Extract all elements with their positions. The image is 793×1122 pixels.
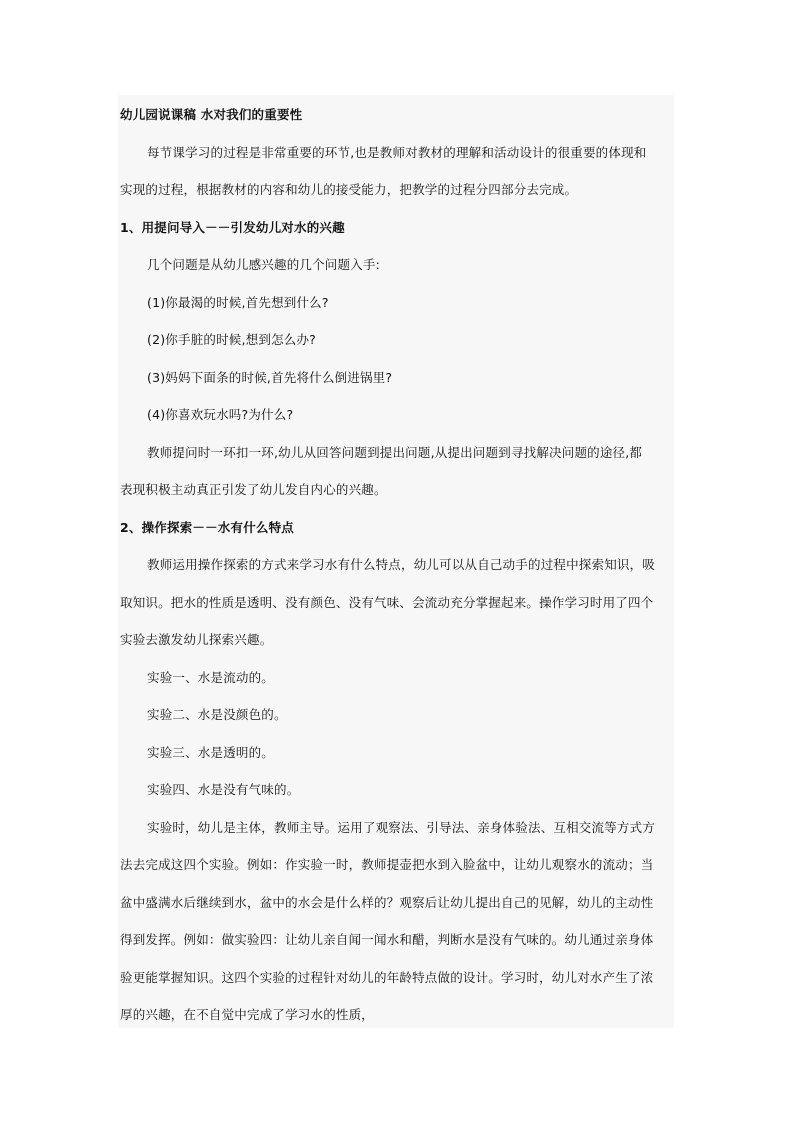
section-2-para-2-line-3: 盆中盛满水后继续到水，盆中的水会是什么样的？观察后让幼儿提出自己的见解，幼儿的主动性: [120, 895, 654, 910]
question-item: (2)你手脏的时候,想到怎么办?: [147, 332, 317, 347]
section-2-para-1-line-3: 实验去激发幼儿探索兴趣。: [120, 632, 273, 647]
document-title: 幼儿园说课稿 水对我们的重要性: [120, 107, 303, 122]
section-2-para-1-line-2: 取知识。把水的性质是透明、没有颜色、没有气味、会流动充分掌握起来。操作学习时用了四个: [120, 595, 654, 610]
section-1-summary-line-1: 教师提问时一环扣一环,幼儿从回答问题到提出问题,从提出问题到寻找解决问题的途径,都: [147, 445, 643, 460]
section-2-para-2-line-1: 实验时，幼儿是主体，教师主导。运用了观察法、引导法、亲身体验法、互相交流等方式方: [147, 820, 656, 835]
question-item: (1)你最渴的时候,首先想到什么?: [147, 295, 329, 310]
experiment-item: 实验一、水是流动的。: [147, 670, 275, 685]
question-item: (4)你喜欢玩水吗?为什么?: [147, 407, 294, 422]
section-2-para-2-line-4: 得到发挥。例如：做实验四：让幼儿亲自闻一闻水和醋，判断水是没有气味的。幼儿通过亲身体: [120, 932, 654, 947]
experiment-item: 实验三、水是透明的。: [147, 745, 275, 760]
intro-line-2: 实现的过程，根据教材的内容和幼儿的接受能力，把教学的过程分四部分去完成。: [120, 182, 578, 197]
section-2-para-1-line-1: 教师运用操作探索的方式来学习水有什么特点，幼儿可以从自己动手的过程中探索知识，吸: [147, 557, 656, 572]
experiment-item: 实验四、水是没有气味的。: [147, 782, 300, 797]
experiment-item: 实验二、水是没颜色的。: [147, 707, 287, 722]
section-1-heading: 1、用提问导入－－引发幼儿对水的兴趣: [120, 220, 345, 235]
question-item: (3)妈妈下面条的时候,首先将什么倒进锅里?: [147, 370, 393, 385]
section-2-para-2-line-5: 验更能掌握知识。这四个实验的过程针对幼儿的年龄特点做的设计。学习时，幼儿对水产生了浓: [120, 970, 654, 985]
section-2-para-2-line-6: 厚的兴趣，在不自觉中完成了学习水的性质，: [120, 1007, 375, 1022]
section-1-summary-line-2: 表现积极主动真正引发了幼儿发自内心的兴趣。: [120, 482, 387, 497]
section-1-lead: 几个问题是从幼儿感兴趣的几个问题入手:: [147, 257, 381, 272]
section-2-heading: 2、操作探索－－水有什么特点: [120, 520, 294, 535]
section-2-para-2-line-2: 法去完成这四个实验。例如：作实验一时，教师提壶把水到入脸盆中，让幼儿观察水的流动；当: [120, 857, 654, 872]
intro-line-1: 每节课学习的过程是非常重要的环节,也是教师对教材的理解和活动设计的很重要的体现和: [147, 145, 647, 160]
